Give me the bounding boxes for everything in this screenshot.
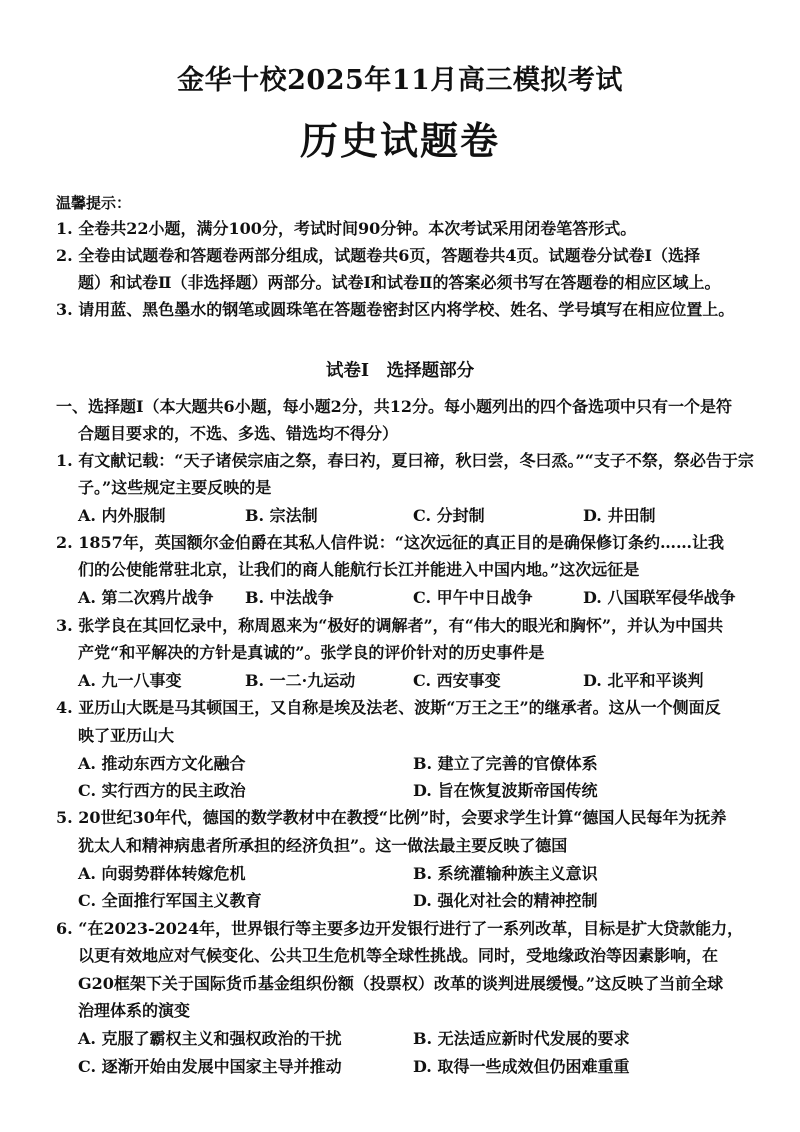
- question-6-stem-line-4: 治理体系的演变: [78, 1001, 191, 1020]
- section-title: 试卷Ⅰ 选择题部分: [325, 361, 475, 381]
- question-2-stem-line-2: 们的公使能常驻北京，让我们的商人能航行长江并能进入中国内地。”这次远征是: [78, 560, 640, 579]
- question-3-option-b: B. 一二·九运动: [245, 671, 356, 690]
- question-6-option-d: D. 取得一些成效但仍困难重重: [413, 1057, 630, 1076]
- question-4-stem-line-1: 4. 亚历山大既是马其顿国王，又自称是埃及法老、波斯“万王之王”的继承者。这从一个侧面反: [56, 698, 721, 717]
- question-3-option-c: C. 西安事变: [413, 671, 501, 690]
- question-1-stem-line-1: 1. 有文献记载：“天子诸侯宗庙之祭，春曰礿，夏曰禘，秋曰尝，冬曰烝。”“支子不祭，祭必告于宗: [56, 451, 754, 470]
- question-3-option-d: D. 北平和平谈判: [583, 671, 704, 690]
- question-5-stem-line-2: 犹太人和精神病患者所承担的经济负担”。这一做法最主要反映了德国: [78, 836, 568, 855]
- section-instruction-line-1: 一、选择题Ⅰ（本大题共6小题，每小题2分，共12分。每小题列出的四个备选项中只有一个是符: [56, 397, 733, 416]
- question-4-option-b: B. 建立了完善的官僚体系: [413, 754, 598, 773]
- question-2-option-d: D. 八国联军侵华战争: [583, 588, 736, 607]
- question-6-stem-line-3: G20框架下关于国际货币基金组织份额（投票权）改革的谈判进展缓慢。”这反映了当前全球: [78, 974, 724, 993]
- question-4-stem-line-2: 映了亚历山大: [78, 726, 175, 745]
- question-5-option-a: A. 向弱势群体转嫁危机: [78, 864, 246, 883]
- notice-item-3: 3. 请用蓝、黑色墨水的钢笔或圆珠笔在答题卷密封区内将学校、姓名、学号填写在相应位置上。: [56, 300, 735, 319]
- question-6-option-c: C. 逐渐开始由发展中国家主导并推动: [78, 1057, 342, 1076]
- question-4-option-d: D. 旨在恢复波斯帝国传统: [413, 781, 598, 800]
- notice-item-1: 1. 全卷共22小题，满分100分，考试时间90分钟。本次考试采用闭卷笔答形式。: [56, 219, 637, 238]
- question-2-option-c: C. 甲午中日战争: [413, 588, 533, 607]
- exam-title: 金华十校2025年11月高三模拟考试: [177, 65, 623, 96]
- question-2-option-a: A. 第二次鸦片战争: [78, 588, 214, 607]
- question-1-stem-line-2: 子。”这些规定主要反映的是: [78, 478, 272, 497]
- paper-title: 历史试题卷: [299, 118, 500, 163]
- question-5-option-c: C. 全面推行军国主义教育: [78, 891, 262, 910]
- question-6-option-b: B. 无法适应新时代发展的要求: [413, 1029, 630, 1048]
- question-3-stem-line-1: 3. 张学良在其回忆录中，称周恩来为“极好的调解者”，有“伟大的眼光和胸怀”，并认为中国共: [56, 616, 724, 635]
- question-4-option-c: C. 实行西方的民主政治: [78, 781, 246, 800]
- question-6-option-a: A. 克服了霸权主义和强权政治的干扰: [78, 1029, 342, 1048]
- question-6-stem-line-2: 以更有效地应对气候变化、公共卫生危机等全球性挑战。同时，受地缘政治等因素影响，在: [78, 946, 719, 965]
- notice-item-2-line-2: 题）和试卷Ⅱ（非选择题）两部分。试卷Ⅰ和试卷Ⅱ的答案必须书写在答题卷的相应区域上。: [78, 273, 721, 292]
- notice-heading: 温馨提示：: [56, 194, 132, 212]
- question-2-option-b: B. 中法战争: [245, 588, 334, 607]
- question-5-option-b: B. 系统灌输种族主义意识: [413, 864, 598, 883]
- section-instruction-line-2: 合题目要求的，不选、多选、错选均不得分）: [78, 424, 399, 443]
- question-1-option-c: C. 分封制: [413, 506, 485, 525]
- question-4-option-a: A. 推动东西方文化融合: [78, 754, 246, 773]
- question-1-option-a: A. 内外服制: [78, 506, 166, 525]
- question-3-option-a: A. 九一八事变: [78, 671, 182, 690]
- question-6-stem-line-1: 6. “在2023-2024年，世界银行等主要多边开发银行进行了一系列改革，目标是扩大贷款能力，: [56, 919, 744, 938]
- question-5-stem-line-1: 5. 20世纪30年代，德国的数学教材中在教授“比例”时，会要求学生计算“德国人民每年为抚养: [56, 808, 727, 827]
- question-1-option-b: B. 宗法制: [245, 506, 318, 525]
- notice-item-2-line-1: 2. 全卷由试题卷和答题卷两部分组成，试题卷共6页，答题卷共4页。试题卷分试卷Ⅰ（选择: [56, 246, 701, 265]
- question-1-option-d: D. 井田制: [583, 506, 656, 525]
- question-2-stem-line-1: 2. 1857年，英国额尔金伯爵在其私人信件说：“这次远征的真正目的是确保修订条约……让我: [56, 533, 725, 552]
- question-5-option-d: D. 强化对社会的精神控制: [413, 891, 598, 910]
- question-3-stem-line-2: 产党“和平解决的方针是真诚的”。张学良的评价针对的历史事件是: [78, 643, 545, 662]
